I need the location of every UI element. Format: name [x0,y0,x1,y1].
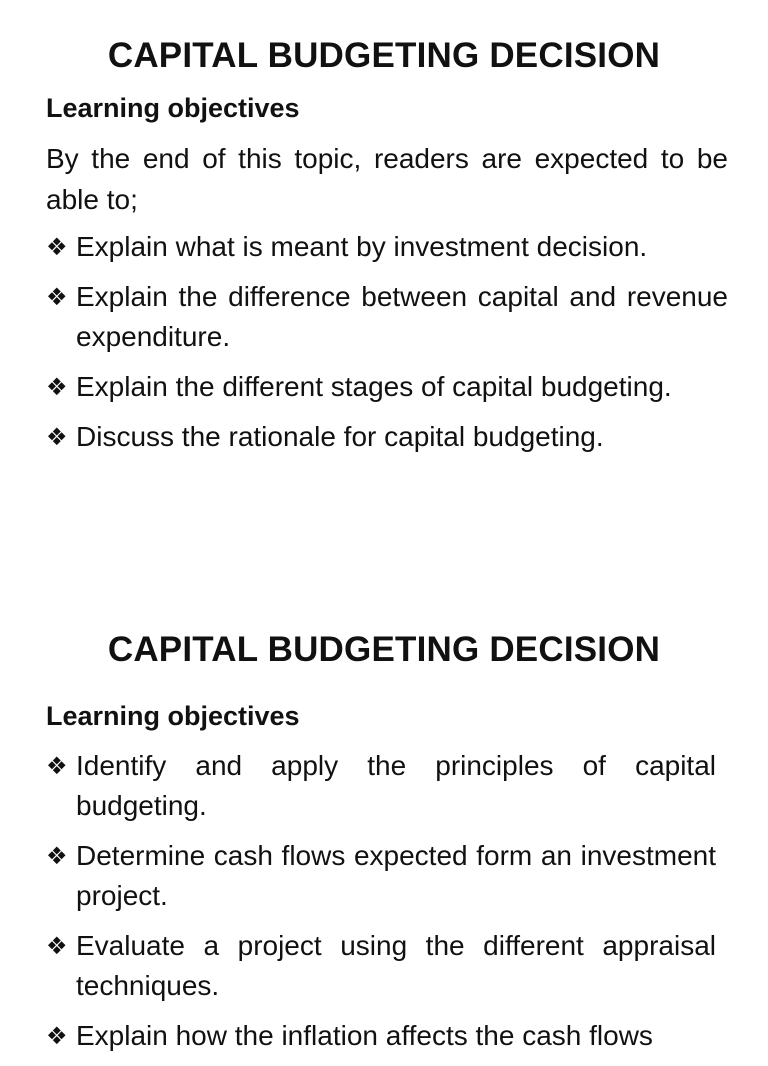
learning-objectives-heading: Learning objectives [46,93,300,123]
diamond-bullet-icon: ❖ [46,283,68,311]
objective-item [46,926,716,1006]
diamond-bullet-icon: ❖ [46,752,68,780]
objective-item [46,746,716,826]
diamond-bullet-icon: ❖ [46,233,68,261]
slide-2 [0,596,768,1051]
diamond-bullet-icon: ❖ [46,932,68,960]
learning-objectives-heading: Learning objectives [46,701,300,731]
objective-item [46,417,728,457]
objective-text: Determine cash flows expected form an investment project. [76,840,716,911]
objectives-list [46,227,728,467]
objective-text: Evaluate a project using the different appraisal techniques. [76,930,716,1001]
objective-item [46,1016,716,1056]
objective-item [46,227,728,267]
diamond-bullet-icon: ❖ [46,1022,68,1050]
slide-title: CAPITAL BUDGETING DECISION [107,36,661,75]
diamond-bullet-icon: ❖ [46,373,68,401]
objective-item [46,277,728,357]
objective-text: Explain what is meant by investment decision. [76,231,648,262]
objective-text: Identify and apply the principles of capital budgeting. [76,750,716,821]
objective-item [46,367,728,407]
objective-text: Explain the difference between capital and revenue expenditure. [76,281,728,352]
intro-paragraph: By the end of this topic, readers are expected to be able to; [46,143,728,215]
objective-item [46,836,716,916]
objective-text: Explain the different stages of capital budgeting. [76,371,672,402]
diamond-bullet-icon: ❖ [46,842,68,870]
diamond-bullet-icon: ❖ [46,423,68,451]
objectives-list [46,746,716,1066]
slide-title: CAPITAL BUDGETING DECISION [107,630,661,669]
objective-text: Discuss the rationale for capital budgeting. [76,421,604,452]
objective-text: Explain how the inflation affects the cash flows [76,1020,653,1051]
